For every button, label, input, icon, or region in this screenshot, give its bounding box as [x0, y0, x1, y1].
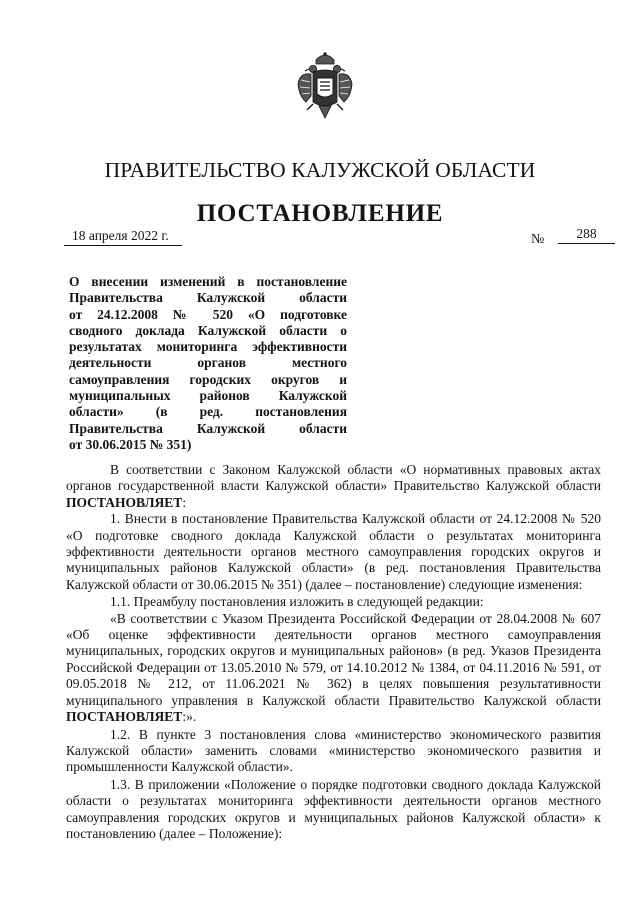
resolves-keyword: ПОСТАНОВЛЯЕТ: [66, 494, 183, 510]
paragraph-text: В соответствии с Законом Калужской области «О нормативных правовых актах органов государственной власти Калужской области» Правительство Калужской области: [66, 462, 601, 494]
subject-line: О внесении изменений в постановление: [69, 274, 347, 289]
subject-line: деятельности органов местного: [69, 355, 347, 371]
subject-line: от 24.12.2008 № 520 «О подготовке: [69, 306, 347, 322]
document-subject: [69, 274, 347, 453]
document-body: [66, 462, 601, 842]
number-label: №: [531, 232, 545, 247]
subject-line: Правительства Калужской области: [69, 420, 347, 436]
resolves-keyword: ПОСТАНОВЛЯЕТ: [66, 709, 183, 725]
subject-line: результатах мониторинга эффективности: [69, 339, 347, 355]
body-paragraph: [66, 611, 601, 726]
subject-line: муниципальных районов Калужской: [69, 388, 347, 404]
subject-line: самоуправления городских округов и: [69, 371, 347, 387]
subject-line: области» (в ред. постановления: [69, 404, 347, 420]
subject-line: от 30.06.2015 № 351): [69, 436, 192, 452]
paragraph-text: :: [182, 494, 187, 510]
body-paragraph: 1.3. В приложении «Положение о порядке подготовки сводного доклада Калужской области о результатах мониторинга эффективности деятельности органов местного самоуправления городских округов и муниципальных районов Калужской области» к постановлению (далее – Положение):: [66, 776, 601, 841]
document-number: 288: [558, 226, 615, 244]
subject-line: сводного доклада Калужской области о: [69, 322, 347, 338]
document-date: 18 апреля 2022 г.: [64, 228, 182, 246]
body-paragraph: 1.1. Преамбулу постановления изложить в следующей редакции:: [110, 594, 484, 610]
government-name: ПРАВИТЕЛЬСТВО КАЛУЖСКОЙ ОБЛАСТИ: [104, 158, 536, 182]
paragraph-text: :».: [182, 709, 197, 725]
body-paragraph: 1.2. В пункте 3 постановления слова «министерство экономического развития Калужской области» заменить словами «министерство экономического развития и промышленности Калужской области».: [66, 726, 601, 775]
document-type: ПОСТАНОВЛЕНИЕ: [196, 200, 444, 227]
coat-of-arms-icon: [297, 50, 353, 122]
subject-line: Правительства Калужской области: [69, 290, 347, 306]
body-paragraph: [66, 462, 601, 511]
paragraph-text: «В соответствии с Указом Президента Российской Федерации от 28.04.2008 № 607 «Об оценке эффективности деятельности органов местного самоуправления муниципальных, городских округов и муниципальных районов» (в ред. Указов Президента Российской Федерации от 13.05.2010 № 579, от 14.10.2012 № 1384, от 04.11.2016 № 591, от 09.05.2018 № 212, от 11.06.2021 № 362) в целях повышения результативности муниципального управления в Калужской области Правительство Калужской области: [66, 610, 601, 708]
body-paragraph: 1. Внести в постановление Правительства Калужской области от 24.12.2008 № 520 «О подготовке сводного доклада Калужской области о результатах мониторинга эффективности деятельности органов местного самоуправления городских округов и муниципальных районов Калужской области» (в ред. постановления Правительства Калужской области от 30.06.2015 № 351) (далее – постановление) следующие изменения:: [66, 511, 601, 592]
